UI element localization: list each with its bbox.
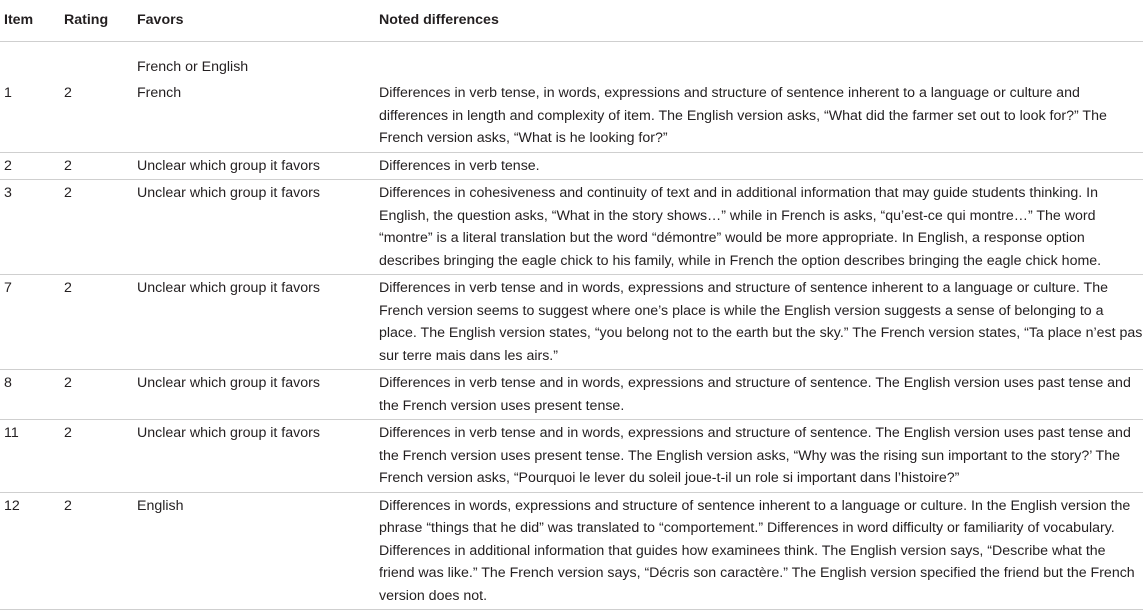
cell-notes: Differences in cohesiveness and continuity of text and in additional information that may guide students thinking. In English, the question asks, “What in the story shows…” while in French is asks, “qu’est-ce qui montre…” The word “montre” is a literal translation but the word “démontre” would be more appropriate. In English, a response option describes bringing the eagle chick to his family, while in French the option describes bringing the eagle chick home. bbox=[375, 180, 1143, 275]
cell-rating: 2 bbox=[60, 80, 133, 152]
cell-notes: Differences in verb tense and in words, expressions and structure of sentence. The English version uses past tense and the French version uses present tense. bbox=[375, 370, 1143, 420]
cell-favors: French bbox=[133, 80, 375, 152]
table-row bbox=[0, 420, 1143, 493]
cell-notes: Differences in verb tense. bbox=[375, 152, 1143, 180]
cell-rating: 2 bbox=[60, 180, 133, 275]
cell-notes: Differences in verb tense and in words, expressions and structure of sentence inherent to a language or culture. The French version seems to suggest where one’s place is while the English version suggests a sense of belonging to a place. The English version states, “you belong not to the earth but the sky.” The French version states, “Ta place n’est pas sur terre mais dans les airs.” bbox=[375, 275, 1143, 370]
cell-notes: Differences in verb tense and in words, expressions and structure of sentence. The English version uses past tense and the French version uses present tense. The English version asks, “Why was the rising sun important to the story?’ The French version asks, “Pourquoi le lever du soleil joue-t-il un role si important dans l’histoire?” bbox=[375, 420, 1143, 493]
cell-rating: 2 bbox=[60, 420, 133, 493]
cell-favors: Unclear which group it favors bbox=[133, 152, 375, 180]
cell-rating: 2 bbox=[60, 370, 133, 420]
header-noted-differences: Noted differences bbox=[375, 0, 1143, 41]
cell-favors: Unclear which group it favors bbox=[133, 370, 375, 420]
cell-favors: Unclear which group it favors bbox=[133, 275, 375, 370]
cell-notes: Differences in words, expressions and structure of sentence inherent to a language or culture. In the English version the phrase “things that he did” was translated to “comportement.” Differences in word difficulty or familiarity of vocabulary. Differences in additional information that guides how examinees think. The English version says, “Describe what the friend was like.” The French version says, “Décris son caractère.” The English version specified the friend but the French version does not. bbox=[375, 492, 1143, 610]
cell-item: 12 bbox=[0, 492, 60, 610]
header-favors: Favors bbox=[133, 0, 375, 41]
cell-favors: Unclear which group it favors bbox=[133, 180, 375, 275]
cell-item: 8 bbox=[0, 370, 60, 420]
cell-rating: 2 bbox=[60, 275, 133, 370]
header-item: Item bbox=[0, 0, 60, 41]
cell-item: 11 bbox=[0, 420, 60, 493]
table-row bbox=[0, 180, 1143, 275]
subheader-favors: French or English bbox=[137, 58, 249, 75]
table-row bbox=[0, 370, 1143, 420]
table-row bbox=[0, 492, 1143, 610]
cell-item: 7 bbox=[0, 275, 60, 370]
cell-favors: Unclear which group it favors bbox=[133, 420, 375, 493]
cell-notes: Differences in verb tense, in words, expressions and structure of sentence inherent to a language or culture and differences in length and complexity of item. The English version asks, “What did the farmer set out to look for?” The French version asks, “What is he looking for?” bbox=[375, 80, 1143, 152]
header-rating: Rating bbox=[60, 0, 133, 41]
cell-item: 1 bbox=[0, 80, 60, 152]
cell-rating: 2 bbox=[60, 152, 133, 180]
table-row bbox=[0, 152, 1143, 180]
subheader-row bbox=[0, 41, 1143, 80]
table-row bbox=[0, 275, 1143, 370]
cell-favors: English bbox=[133, 492, 375, 610]
header-row bbox=[0, 0, 1143, 41]
cell-item: 3 bbox=[0, 180, 60, 275]
table-row bbox=[0, 80, 1143, 152]
cell-item: 2 bbox=[0, 152, 60, 180]
cell-rating: 2 bbox=[60, 492, 133, 610]
